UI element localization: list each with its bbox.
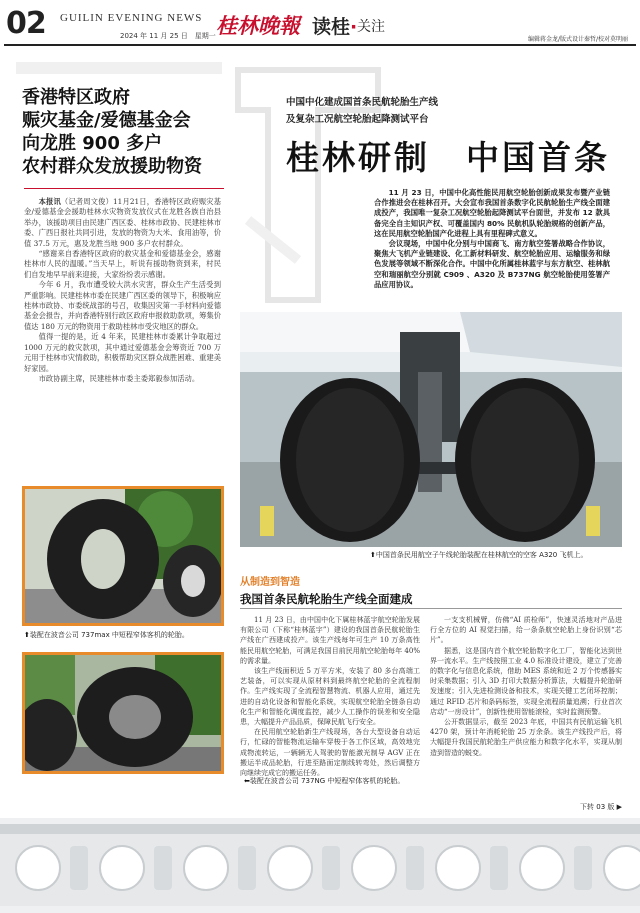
- continued-text: 下转 03 版: [580, 803, 615, 811]
- photo1-caption: [24, 630, 224, 640]
- tire-illustration: [25, 489, 221, 623]
- header-rule: [4, 44, 636, 46]
- paragraph: 公开数据显示，截至 2023 年底，中国共有民航运输飞机 4270 架，预计年消耗轮胎 25 万余条。该生产线投产后，将大幅提升我国民航轮胎生产供应能力和数字化水平，实现从制造到智造的蜕变。: [430, 718, 622, 757]
- lead-paragraph: 11 月 23 日，中国中化高性能民用航空轮胎创新成果发布暨产业链合作推进会在桂林召开。大会宣布我国首条数字化民航轮胎生产线全面建成投产，我国唯一复杂工况航空轮胎起降测试平台面世，并发布 12 款具备完全自主知识产权、可覆盖国内 80% 民航机队轮胎规格的创新产品，这在民用航空轮胎国产化进程上具有里程碑式意义。: [374, 188, 610, 238]
- lead-label: 本报讯: [38, 197, 61, 206]
- left-title-line: 赈灾基金/爱德基金会: [22, 110, 191, 131]
- headline-kicker: [286, 94, 606, 128]
- paragraph: 市政协副主席，民建桂林市委主委郑毅参加活动。: [38, 373, 200, 383]
- paragraph: 据悉，这是国内首个航空轮胎数字化工厂，智能化达到世界一流水平。生产线按照工业 4.0 标准设计建设，建立了完善的数字化与信息化系统，借助 MES 系统和近 2 万个传感器实时采集数据；引入 3D 打印大数据分析算法，大幅提升轮胎研发速度；引入先进检测设备和技术，实现关键工艺闭环控制；通过 RFID 芯片和条码标签，实现全流程质量追溯；行业首次店动“一房设计”，创新性使用智能滚检，实时监测预警。: [430, 646, 622, 716]
- aircraft-landing-gear-illustration: [240, 312, 622, 547]
- lead-author: （记者周文俊）: [60, 197, 114, 206]
- issue-date: 2024 年 11 月 25 日 星期一: [120, 32, 216, 40]
- left-title-line: 向龙胜 900 多户: [22, 133, 163, 154]
- lead-text: [374, 188, 610, 290]
- section-kicker: 从制造到智造: [240, 577, 300, 588]
- section-title: 我国首条民航轮胎生产线全面建成: [240, 592, 413, 606]
- main-headline: 桂林研制 中国首条: [286, 138, 610, 177]
- subsection-label: 关注: [357, 19, 385, 35]
- body-column-2: [430, 615, 622, 758]
- left-article-body: [24, 197, 221, 384]
- left-title-line: 香港特区政府: [22, 87, 130, 108]
- caption-text: 装配在波音公司 737NG 中短程窄体客机的轮胎。: [249, 777, 405, 785]
- continued-on: [580, 802, 622, 812]
- editors-credit: 编辑蒋金龙/版式设计秦哲/校对莫明丽: [527, 36, 628, 43]
- main-photo-a320-tires: [240, 312, 622, 547]
- paragraph: 一支支机械臂，仿佛“AI 质检师”，快速灵活地对产品进行全方位的 AI 视觉扫描，给一条条航空轮胎上身份识别“芯片”。: [430, 616, 622, 645]
- paragraph: 该生产线面积近 5 万平方米，安装了 80 多台高端工艺装备，可以实现从原材料到最终航空轮胎的全流程制作。生产线实现了全流程智慧物流、机器人应用，通过先进的自动化设备和智能化系统，实现航空轮胎全链条自动化生产和智能化调度监控，减少人工操作的误差和安全隐患，大幅提升产品品质，保障民航飞行安全。: [240, 667, 420, 727]
- section-name: 读桂: [312, 16, 351, 38]
- lead-paragraph: 会议现场，中国中化分别与中国商飞、南方航空签署战略合作协议，聚焦大飞机产业链建设、化工新材料研发、航空轮胎应用、运输服务和绿色发展等领域不断深化合作。中国中化所属桂林蓝宇与东方航空、桂林航空和瑞丽航空分别就 C909 、A320 及 B737NG 航空轮胎使用签署产品应用协议。: [374, 239, 610, 289]
- paragraph: 在民用航空轮胎新生产线现场，各台大型设备自动运行，忙碌的智能物流运输车穿梭于各工作区域，高效地完成物流转运，一辆辆无人驾驶的智能激光制导 AGV 正在搬运半成品轮胎，行进至路面定制线转弯处，然后调整方向继续完成它的搬运任务。: [240, 728, 420, 778]
- caption-arrow-icon: ⬆: [24, 631, 30, 639]
- kicker-line: 及复杂工况航空轮胎起降测试平台: [286, 114, 429, 125]
- caption-arrow-icon: ⬆: [370, 551, 376, 559]
- left-top-bar: [16, 62, 222, 74]
- kicker-line: 中国中化建成国首条民航轮胎生产线: [286, 97, 439, 108]
- tire-photo-737max: [22, 486, 224, 626]
- tire-illustration: [25, 655, 221, 771]
- paragraph: 值得一提的是，近 4 年来，民建桂林市委累计争取超过 1000 万元的救灾款项，其中通过爱德基金会筹资近 700 万元用于桂林市灾情救助，积极帮助灾区群众战胜困难、重建美好家园。: [24, 332, 222, 373]
- page-number: 02: [6, 6, 46, 41]
- section-dot: ·: [350, 16, 358, 38]
- paragraph: 今年 6 月，我市遭受较大洪水灾害，群众生产生活受到严重影响。民建桂林市委在民建广西区委的领导下，积极响应桂林市政协、市委统战部的号召，收集因灾第一手材料向爱德基金会报告，并向香港特别行政区政府申报救助款项，筹集价值达 180 万元的物资用于救助桂林市受灾地区的群众。: [24, 280, 222, 331]
- body-column-1: [240, 615, 420, 778]
- paragraph-text: 11月21日，香港特区政府赈灾基金/爱德基金会援助桂林水灾物资发放仪式在龙胜各族自治县举办，该援助项目由民建广西区委、桂林市政协、民建桂林市委、广西日报社共同引进，发放的物资为大米、食用油等，价值 37.5 万元，惠及龙胜当地 900 多户农村群众。: [24, 197, 222, 248]
- tire-photo-737ng: [22, 652, 224, 774]
- paragraph: 11 月 23 日，由中国中化下属桂林蓝宇航空轮胎发展有限公司（下称“桂林蓝宇”）建设的我国首条民航轮胎生产线在广西建成投产。该生产线每年可生产 10 万条高性能民用航空轮胎，可满足我国目前民用航空轮胎每年 40% 的需求量。: [240, 616, 420, 665]
- paragraph: “感谢来自香港特区政府的救灾基金和爱德基金会，感谢桂林市人民的温暖。”当天早上，听说有援助物资到来，村民们自发地早早前来迎接，大家纷纷表示感谢。: [24, 249, 221, 279]
- main-photo-caption: [370, 550, 630, 560]
- paragraph: [24, 197, 221, 249]
- caption-text: 装配在波音公司 737max 中短程窄体客机的轮胎。: [29, 631, 189, 639]
- play-arrow-icon: ▶: [616, 803, 622, 811]
- left-title-line: 农村群众发放援助物资: [22, 156, 202, 177]
- newspaper-logo: 桂林晚報: [216, 13, 300, 38]
- section-rule: [240, 608, 622, 609]
- conveyor-decoration: [0, 818, 640, 913]
- conveyor-belt-illustration: [0, 818, 640, 913]
- publication-name: GUILIN EVENING NEWS: [60, 12, 203, 24]
- left-article-title: [22, 86, 227, 178]
- caption-arrow-icon: ⬅: [244, 777, 250, 785]
- title-divider: [24, 188, 224, 189]
- caption-text: 中国首条民用航空子午线轮胎装配在桂林航空的空客 A320 飞机上。: [375, 551, 588, 559]
- section-label: [312, 12, 357, 39]
